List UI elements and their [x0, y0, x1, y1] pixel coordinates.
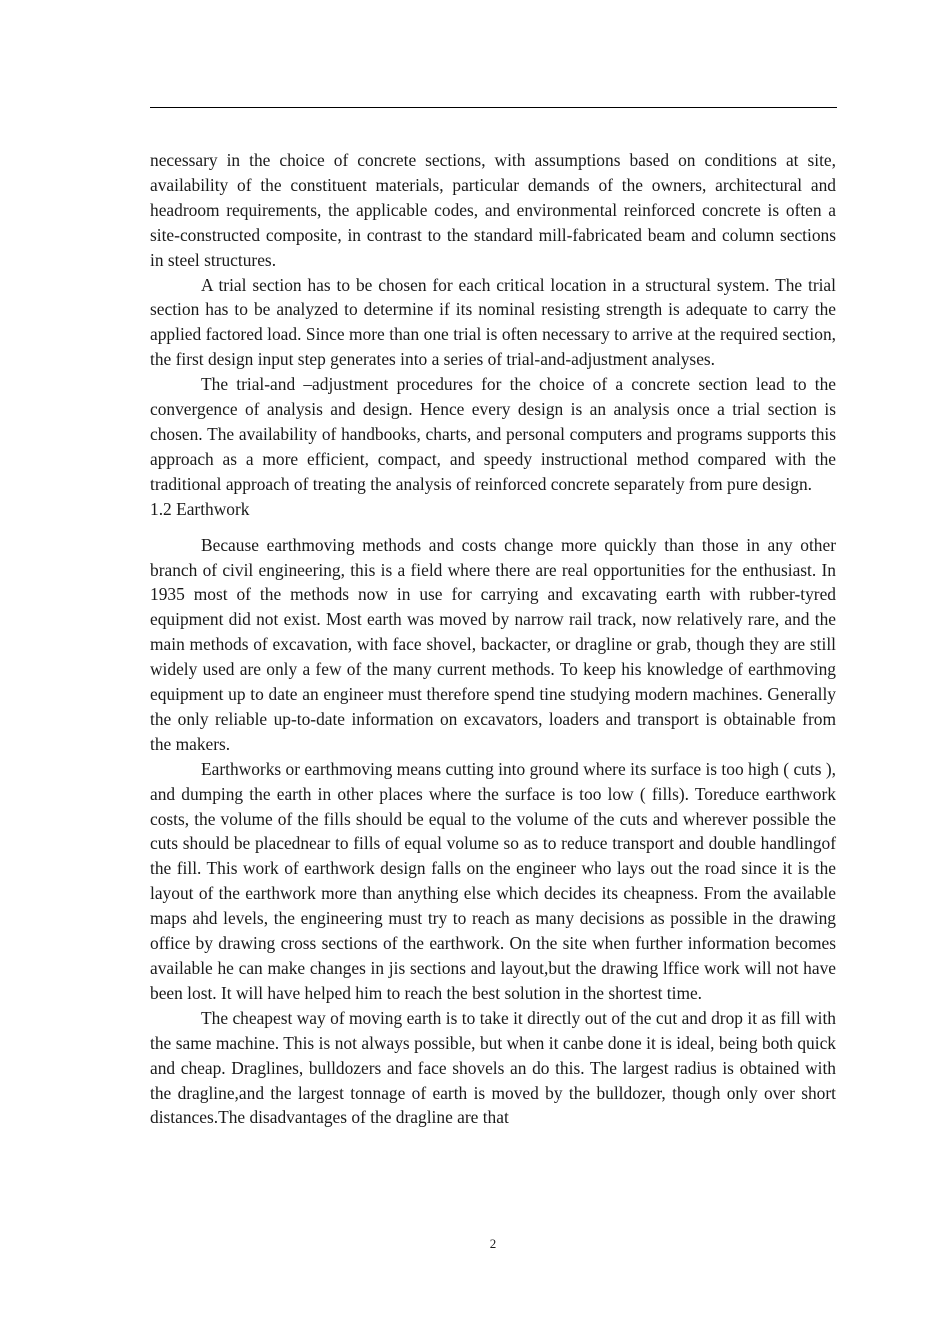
paragraph-trial-adjustment: The trial-and –adjustment procedures for the choice of a concrete section lead to the convergence of analysis and design. Hence every design is an analysis once a trial section is chosen. The availability of handbooks, charts, and personal computers and programs supports this approach as a more efficient, compact, and speedy instructional method compared with the traditional approach of treating the analysis of reinforced concrete separately from pure design. — [150, 374, 836, 494]
section-heading: 1.2 Earthwork — [150, 498, 250, 519]
page-number: 2 — [489, 1236, 497, 1251]
page-body — [150, 148, 836, 1130]
paragraph-earthmoving-methods: Because earthmoving methods and costs change more quickly than those in any other branch of civil engineering, this is a field where there are real opportunities for the enthusiast. In 1935 most of the methods now in use for carrying and excavating earth with rubber-tyred equipment did not exist. Most earth was moved by narrow rail track, now relatively rare, and the main methods of excavation, with face shovel, backacter, or dragline or grab, though they are still widely used are only a few of the many current methods. To keep his knowledge of earthmoving equipment up to date an engineer must therefore spend tine studying modern machines. Generally the only reliable up-to-date information on excavators, loaders and transport is obtainable from the makers. — [150, 534, 836, 754]
paragraph-cuts-and-fills: Earthworks or earthmoving means cutting into ground where its surface is too high ( cuts ), and dumping the earth in other places where the surface is too low ( fills). Toreduce earthwork costs, the volume of the fills should be equal to the volume of the cuts and wherever possible the cuts should be placednear to fills of equal volume so as to reduce transport and double handlingof the fill. This work of earthwork design falls on the engineer who lays out the road since it is the layout of the earthwork more than anything else which decides its cheapness. From the available maps ahd levels, the engineering must try to reach as many decisions as possible in the drawing office by drawing cross sections of the earthwork. On the site when further information becomes available he can make changes in jis sections and layout,but the drawing lffice work will not have been lost. It will have helped him to reach the best solution in the shortest time. — [150, 758, 836, 1003]
paragraph-trial-section: A trial section has to be chosen for each critical location in a structural system. The trial section has to be analyzed to determine if its nominal resisting strength is adequate to carry the applied factored load. Since more than one trial is often necessary to arrive at the required section, the first design input step generates into a series of trial-and-adjustment analyses. — [150, 274, 836, 370]
paragraph-cheapest-way: The cheapest way of moving earth is to take it directly out of the cut and drop it as fill with the same machine. This is not always possible, but when it canbe done it is ideal, being both quick and cheap. Draglines, bulldozers and face shovels an do this. The largest radius is obtained with the dragline,and the largest tonnage of earth is moved by the bulldozer, though only over short distances.The disadvantages of the dragline are that — [150, 1007, 836, 1128]
paragraph-continuation: necessary in the choice of concrete sections, with assumptions based on conditions at site, availability of the constituent materials, particular demands of the owners, architectural and headroom requirements, the applicable codes, and environmental reinforced concrete is often a site-constructed composite, in contrast to the standard mill-fabricated beam and column sections in steel structures. — [150, 150, 836, 270]
header-rule — [150, 107, 837, 108]
